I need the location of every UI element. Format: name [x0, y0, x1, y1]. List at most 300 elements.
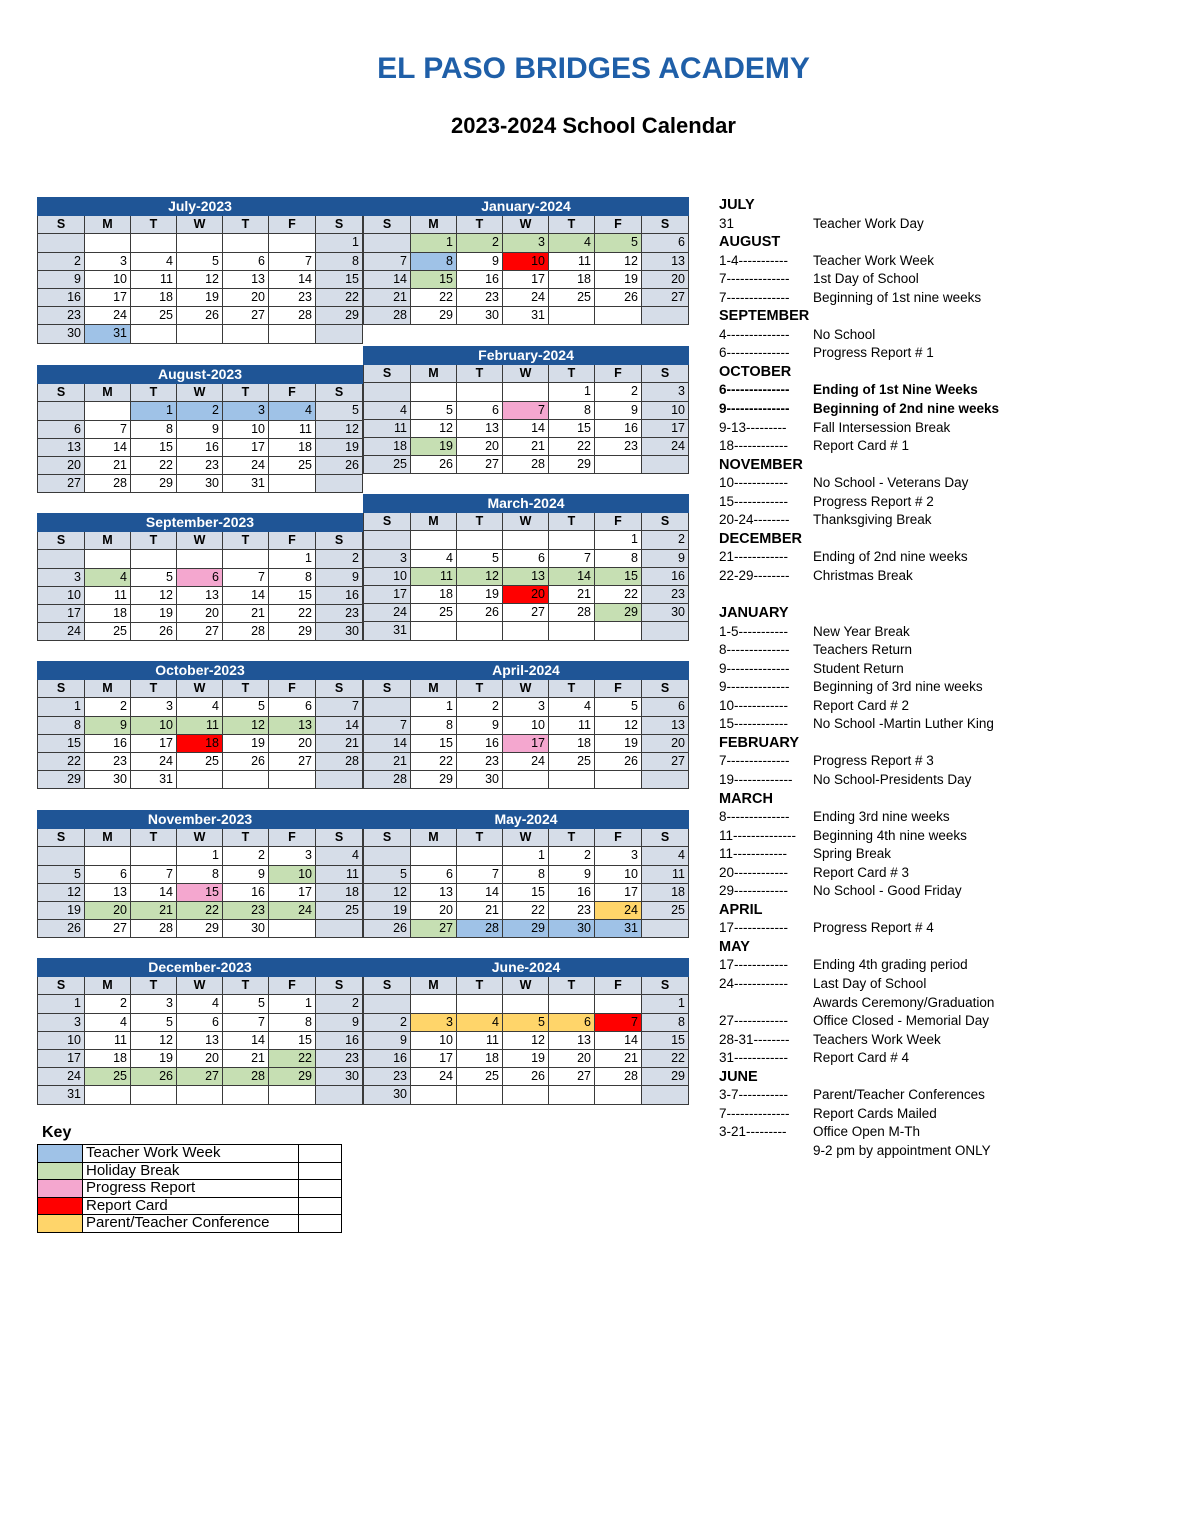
calendar-title: 2023-2024 School Calendar	[451, 113, 736, 138]
day-cell: 6	[642, 698, 689, 716]
event-date: 17------------	[719, 920, 788, 936]
key-extra-cell	[299, 1145, 342, 1163]
day-cell	[595, 1086, 642, 1104]
day-cell: 24	[38, 623, 85, 641]
day-cell	[364, 698, 411, 716]
day-cell: 28	[316, 752, 363, 770]
event-description: 9-2 pm by appointment ONLY	[813, 1142, 991, 1158]
event-description: Teacher Work Day	[813, 215, 924, 231]
day-cell: 9	[642, 549, 689, 567]
month-title: October-2023	[38, 662, 363, 680]
day-cell: 28	[457, 920, 503, 938]
day-cell: 17	[642, 419, 689, 437]
day-cell: 28	[131, 920, 177, 938]
day-cell: 7	[316, 698, 363, 716]
day-header: W	[177, 680, 223, 698]
day-cell: 10	[364, 567, 411, 585]
event-description: 1st Day of School	[813, 271, 919, 287]
month-title: November-2023	[38, 811, 363, 829]
day-cell: 29	[411, 771, 457, 789]
day-cell: 4	[177, 995, 223, 1013]
day-cell: 31	[38, 1086, 85, 1104]
event-row	[719, 493, 1159, 512]
day-cell: 16	[316, 586, 363, 604]
day-cell: 12	[411, 419, 457, 437]
day-cell	[223, 1086, 269, 1104]
day-cell: 16	[316, 1031, 363, 1049]
day-cell	[503, 995, 549, 1013]
day-header: T	[457, 977, 503, 995]
day-cell: 26	[223, 752, 269, 770]
day-cell: 29	[595, 604, 642, 622]
day-cell: 1	[38, 698, 85, 716]
day-header: S	[38, 829, 85, 847]
day-cell: 12	[457, 567, 503, 585]
day-cell	[549, 995, 595, 1013]
day-cell: 15	[595, 567, 642, 585]
day-cell: 4	[549, 234, 595, 252]
day-header: F	[595, 829, 642, 847]
day-cell: 26	[316, 456, 363, 474]
day-cell: 3	[503, 698, 549, 716]
month-title: September-2023	[38, 514, 363, 532]
day-cell: 23	[457, 288, 503, 306]
day-cell: 1	[131, 402, 177, 420]
event-description: Parent/Teacher Conferences	[813, 1087, 985, 1103]
event-date: 21------------	[719, 549, 788, 565]
day-cell: 15	[316, 270, 363, 288]
day-header: M	[411, 680, 457, 698]
day-cell: 30	[177, 475, 223, 493]
event-description: No School - Veterans Day	[813, 475, 969, 491]
day-cell: 9	[85, 716, 131, 734]
event-date: 4--------------	[719, 326, 790, 342]
day-cell	[549, 1086, 595, 1104]
day-cell: 30	[364, 1086, 411, 1104]
day-cell: 24	[85, 307, 131, 325]
event-date: 29------------	[719, 883, 788, 899]
event-date: 27------------	[719, 1013, 788, 1029]
month-calendar	[37, 810, 363, 938]
day-cell: 27	[457, 456, 503, 474]
day-cell	[549, 531, 595, 549]
day-cell: 6	[269, 698, 316, 716]
day-cell: 14	[223, 1031, 269, 1049]
day-cell: 10	[503, 252, 549, 270]
day-cell: 25	[411, 604, 457, 622]
day-cell: 20	[457, 437, 503, 455]
day-header: S	[316, 532, 363, 550]
event-description: Office Closed - Memorial Day	[813, 1013, 990, 1029]
day-header: M	[411, 829, 457, 847]
event-row	[719, 715, 1159, 734]
day-cell: 10	[38, 1031, 85, 1049]
day-header: T	[131, 384, 177, 402]
month-title: July-2023	[38, 198, 363, 216]
day-cell: 1	[595, 531, 642, 549]
day-cell	[316, 771, 363, 789]
day-header: M	[85, 977, 131, 995]
day-cell: 28	[223, 623, 269, 641]
day-cell: 9	[364, 1031, 411, 1049]
day-cell: 18	[549, 270, 595, 288]
day-cell	[269, 1086, 316, 1104]
key-item	[38, 1145, 342, 1163]
event-description: Progress Report # 3	[813, 753, 934, 769]
day-cell: 13	[38, 438, 85, 456]
month-calendar	[363, 197, 689, 325]
day-cell: 19	[131, 1049, 177, 1067]
event-row	[719, 975, 1159, 994]
day-cell: 2	[457, 234, 503, 252]
event-row	[719, 215, 1159, 234]
day-header: S	[316, 680, 363, 698]
day-cell: 24	[364, 604, 411, 622]
day-header: S	[38, 384, 85, 402]
day-cell: 25	[85, 623, 131, 641]
day-cell: 6	[457, 401, 503, 419]
day-header: M	[85, 680, 131, 698]
day-cell: 22	[38, 752, 85, 770]
event-row	[719, 270, 1159, 289]
day-cell: 10	[595, 865, 642, 883]
day-cell: 31	[131, 771, 177, 789]
day-header: M	[411, 365, 457, 383]
day-header: S	[642, 513, 689, 531]
day-cell: 7	[269, 252, 316, 270]
day-cell: 2	[177, 402, 223, 420]
day-cell: 7	[503, 401, 549, 419]
day-header: S	[316, 829, 363, 847]
event-row	[719, 252, 1159, 271]
day-cell: 12	[223, 716, 269, 734]
day-cell	[364, 531, 411, 549]
event-row	[719, 660, 1159, 679]
month-title: April-2024	[364, 662, 689, 680]
day-header: T	[223, 532, 269, 550]
day-cell: 3	[131, 698, 177, 716]
event-date: 11--------------	[719, 827, 796, 843]
day-cell: 4	[131, 252, 177, 270]
day-cell: 1	[549, 383, 595, 401]
event-row	[719, 1049, 1159, 1068]
day-cell: 23	[269, 288, 316, 306]
day-header: W	[503, 829, 549, 847]
day-cell: 22	[177, 901, 223, 919]
day-cell	[595, 622, 642, 640]
day-cell	[642, 456, 689, 474]
day-cell: 27	[549, 1068, 595, 1086]
day-cell: 7	[549, 549, 595, 567]
event-date: 20------------	[719, 864, 788, 880]
event-date: 6--------------	[719, 382, 790, 398]
event-row	[719, 994, 1159, 1013]
day-cell: 1	[177, 847, 223, 865]
month-title: January-2024	[364, 198, 689, 216]
day-header: T	[131, 829, 177, 847]
event-month-header: MARCH	[719, 790, 773, 807]
day-header: F	[595, 216, 642, 234]
day-header: T	[549, 216, 595, 234]
event-row	[719, 548, 1159, 567]
event-description: Last Day of School	[813, 975, 927, 991]
day-cell: 19	[177, 288, 223, 306]
event-description: Beginning of 1st nine weeks	[813, 289, 982, 305]
day-cell: 10	[85, 270, 131, 288]
day-cell	[364, 234, 411, 252]
day-cell: 7	[223, 568, 269, 586]
day-cell: 31	[223, 475, 269, 493]
day-cell: 29	[269, 1068, 316, 1086]
day-header: F	[595, 365, 642, 383]
day-cell	[457, 531, 503, 549]
day-cell: 22	[595, 585, 642, 603]
event-description: New Year Break	[813, 623, 910, 639]
key-item	[38, 1215, 342, 1233]
day-cell: 28	[595, 1068, 642, 1086]
event-description: Progress Report # 4	[813, 920, 934, 936]
day-cell: 11	[269, 420, 316, 438]
day-cell: 17	[223, 438, 269, 456]
event-date: 9--------------	[719, 401, 790, 417]
day-cell: 1	[503, 847, 549, 865]
event-month-header: NOVEMBER	[719, 456, 803, 473]
month-title: March-2024	[364, 495, 689, 513]
event-date: 9--------------	[719, 679, 790, 695]
event-row	[719, 697, 1159, 716]
day-cell: 9	[457, 252, 503, 270]
day-header: F	[269, 216, 316, 234]
event-date: 3-7-----------	[719, 1087, 788, 1103]
day-header: T	[549, 977, 595, 995]
day-cell: 24	[269, 901, 316, 919]
event-description: No School -Martin Luther King	[813, 716, 994, 732]
day-cell: 3	[364, 549, 411, 567]
day-cell: 26	[457, 604, 503, 622]
day-cell: 4	[457, 1013, 503, 1031]
day-cell: 4	[85, 1013, 131, 1031]
month-calendar	[363, 346, 689, 474]
event-row	[719, 381, 1159, 400]
day-cell	[131, 1086, 177, 1104]
event-month-header: SEPTEMBER	[719, 308, 810, 325]
day-cell: 20	[642, 734, 689, 752]
day-cell: 10	[642, 401, 689, 419]
day-cell: 8	[131, 420, 177, 438]
event-row	[719, 956, 1159, 975]
day-cell: 21	[364, 288, 411, 306]
day-cell: 8	[316, 252, 363, 270]
day-cell	[457, 622, 503, 640]
day-cell: 6	[642, 234, 689, 252]
day-cell: 16	[549, 883, 595, 901]
key-label: Teacher Work Week	[83, 1145, 299, 1163]
day-cell: 21	[131, 901, 177, 919]
day-cell: 9	[177, 420, 223, 438]
day-cell: 2	[223, 847, 269, 865]
key-swatch	[38, 1162, 83, 1180]
day-header: W	[503, 680, 549, 698]
event-month-header: JULY	[719, 197, 755, 213]
key-item	[38, 1162, 342, 1180]
day-cell: 8	[642, 1013, 689, 1031]
day-cell: 29	[503, 920, 549, 938]
day-cell: 27	[223, 307, 269, 325]
day-cell	[223, 771, 269, 789]
day-cell: 25	[177, 752, 223, 770]
day-header: S	[642, 680, 689, 698]
day-cell: 28	[269, 307, 316, 325]
day-cell	[269, 920, 316, 938]
day-cell: 20	[223, 288, 269, 306]
day-cell: 7	[364, 252, 411, 270]
event-description: Report Card # 2	[813, 697, 910, 713]
day-cell	[177, 550, 223, 568]
day-header: S	[364, 680, 411, 698]
event-date: 1-5-----------	[719, 623, 788, 639]
key-label: Report Card	[83, 1197, 299, 1215]
day-cell: 18	[131, 288, 177, 306]
day-cell	[38, 847, 85, 865]
day-cell: 29	[549, 456, 595, 474]
day-header: T	[549, 365, 595, 383]
day-cell: 26	[595, 288, 642, 306]
day-cell	[269, 325, 316, 343]
event-row	[719, 474, 1159, 493]
event-description: Report Cards Mailed	[813, 1105, 937, 1121]
event-row	[719, 678, 1159, 697]
day-cell: 14	[131, 883, 177, 901]
day-cell	[411, 995, 457, 1013]
day-header: T	[131, 216, 177, 234]
day-cell: 18	[177, 734, 223, 752]
day-cell: 22	[503, 901, 549, 919]
event-description: Teacher Work Week	[813, 252, 935, 268]
day-cell: 11	[411, 567, 457, 585]
day-cell: 27	[38, 475, 85, 493]
day-cell: 5	[316, 402, 363, 420]
event-date: 6--------------	[719, 345, 790, 361]
day-cell	[411, 847, 457, 865]
day-cell: 2	[457, 698, 503, 716]
month-title: August-2023	[38, 366, 363, 384]
key-item	[38, 1197, 342, 1215]
day-cell	[85, 847, 131, 865]
day-cell: 27	[642, 752, 689, 770]
day-cell: 15	[549, 419, 595, 437]
day-cell: 10	[131, 716, 177, 734]
event-description: Progress Report # 1	[813, 345, 934, 361]
day-cell: 27	[85, 920, 131, 938]
event-row	[719, 437, 1159, 456]
event-description: Progress Report # 2	[813, 493, 934, 509]
day-cell	[642, 307, 689, 325]
day-cell: 3	[223, 402, 269, 420]
event-date: 17------------	[719, 957, 788, 973]
day-cell	[223, 325, 269, 343]
day-cell: 21	[364, 752, 411, 770]
month-title: May-2024	[364, 811, 689, 829]
day-cell: 13	[177, 1031, 223, 1049]
day-cell	[642, 771, 689, 789]
day-header: F	[595, 680, 642, 698]
day-cell: 11	[549, 252, 595, 270]
day-cell: 23	[316, 1049, 363, 1067]
day-cell: 5	[364, 865, 411, 883]
event-month-header: OCTOBER	[719, 363, 792, 380]
day-cell: 4	[316, 847, 363, 865]
day-cell: 17	[38, 1049, 85, 1067]
event-date: 10------------	[719, 697, 788, 713]
day-cell: 15	[131, 438, 177, 456]
day-cell: 3	[595, 847, 642, 865]
day-cell: 11	[85, 586, 131, 604]
day-cell: 21	[223, 604, 269, 622]
day-cell	[364, 995, 411, 1013]
day-cell: 14	[316, 716, 363, 734]
day-cell	[595, 307, 642, 325]
event-description: Report Card # 1	[813, 438, 910, 454]
month-calendar	[37, 197, 363, 344]
event-description: Report Card # 4	[813, 1050, 910, 1066]
day-cell	[177, 771, 223, 789]
day-cell: 4	[642, 847, 689, 865]
event-row	[719, 864, 1159, 883]
day-cell: 12	[177, 270, 223, 288]
day-cell	[131, 847, 177, 865]
event-description: Teachers Return	[813, 642, 913, 658]
day-header: T	[223, 977, 269, 995]
day-cell: 15	[411, 734, 457, 752]
day-header: M	[411, 977, 457, 995]
day-cell: 17	[131, 734, 177, 752]
day-cell: 22	[549, 437, 595, 455]
day-cell: 3	[503, 234, 549, 252]
day-cell: 7	[223, 1013, 269, 1031]
event-month-header: APRIL	[719, 901, 763, 918]
day-cell	[38, 550, 85, 568]
day-cell	[85, 1086, 131, 1104]
day-cell: 25	[364, 456, 411, 474]
day-header: T	[549, 829, 595, 847]
day-cell: 17	[269, 883, 316, 901]
event-row	[719, 771, 1159, 790]
day-cell: 18	[411, 585, 457, 603]
day-cell: 20	[177, 604, 223, 622]
day-cell: 15	[411, 270, 457, 288]
event-row	[719, 623, 1159, 642]
event-description: Student Return	[813, 660, 904, 676]
day-cell	[411, 622, 457, 640]
day-header: M	[411, 216, 457, 234]
day-cell: 16	[38, 288, 85, 306]
day-cell: 26	[503, 1068, 549, 1086]
day-cell: 16	[642, 567, 689, 585]
day-cell: 22	[411, 288, 457, 306]
day-cell: 28	[223, 1068, 269, 1086]
day-cell: 14	[595, 1031, 642, 1049]
event-description: Report Card # 3	[813, 864, 910, 880]
key-swatch	[38, 1180, 83, 1198]
day-cell: 19	[131, 604, 177, 622]
day-cell: 12	[364, 883, 411, 901]
day-cell: 28	[85, 475, 131, 493]
event-row	[719, 808, 1159, 827]
key-extra-cell	[299, 1162, 342, 1180]
day-cell: 22	[411, 752, 457, 770]
day-cell: 13	[503, 567, 549, 585]
day-header: F	[269, 680, 316, 698]
